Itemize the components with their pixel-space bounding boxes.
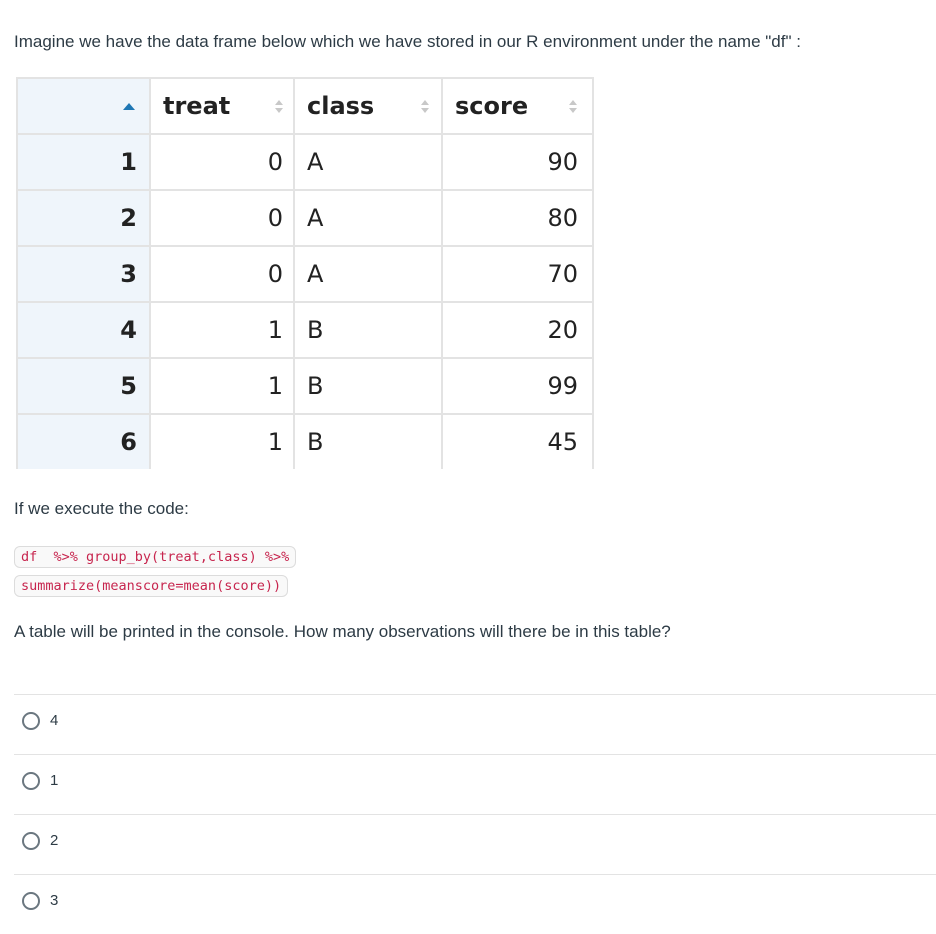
data-frame-table xyxy=(16,77,594,469)
answer-option[interactable] xyxy=(14,694,936,754)
row-index: 5 xyxy=(17,358,150,414)
cell-class: B xyxy=(294,414,442,469)
cell-score: 90 xyxy=(442,134,593,190)
sort-toggle-icon[interactable] xyxy=(273,96,285,116)
answer-label: 1 xyxy=(50,772,59,789)
row-index: 6 xyxy=(17,414,150,469)
table-row xyxy=(17,358,593,414)
answer-option[interactable] xyxy=(14,814,936,874)
table-row xyxy=(17,302,593,358)
table-row xyxy=(17,414,593,469)
table-row xyxy=(17,190,593,246)
cell-class: A xyxy=(294,134,442,190)
table-row xyxy=(17,134,593,190)
cell-score: 45 xyxy=(442,414,593,469)
column-header-treat-label: treat xyxy=(163,92,231,120)
cell-score: 99 xyxy=(442,358,593,414)
cell-treat: 1 xyxy=(150,414,294,469)
sort-asc-icon[interactable] xyxy=(122,96,134,116)
sort-toggle-icon[interactable] xyxy=(567,96,579,116)
column-header-class-label: class xyxy=(307,92,375,120)
table-header-row xyxy=(17,78,593,134)
row-index: 3 xyxy=(17,246,150,302)
answer-label: 3 xyxy=(50,892,59,909)
answer-list xyxy=(14,694,936,934)
cell-treat: 0 xyxy=(150,190,294,246)
cell-treat: 1 xyxy=(150,358,294,414)
row-index: 2 xyxy=(17,190,150,246)
intro-text: Imagine we have the data frame below which we have stored in our R environment under the name "df" : xyxy=(14,32,801,51)
cell-class: B xyxy=(294,302,442,358)
sort-toggle-icon[interactable] xyxy=(419,96,431,116)
radio-button[interactable] xyxy=(22,832,40,850)
execute-label: If we execute the code: xyxy=(14,499,189,518)
cell-class: B xyxy=(294,358,442,414)
table-row xyxy=(17,246,593,302)
cell-treat: 0 xyxy=(150,246,294,302)
column-header-score[interactable] xyxy=(442,78,593,134)
cell-treat: 1 xyxy=(150,302,294,358)
column-header-class[interactable] xyxy=(294,78,442,134)
code-line-1: df %>% group_by(treat,class) %>% xyxy=(14,546,296,568)
row-index: 1 xyxy=(17,134,150,190)
column-header-treat[interactable] xyxy=(150,78,294,134)
answer-label: 4 xyxy=(50,712,59,729)
row-index: 4 xyxy=(17,302,150,358)
radio-button[interactable] xyxy=(22,892,40,910)
cell-score: 70 xyxy=(442,246,593,302)
answer-option[interactable] xyxy=(14,754,936,814)
answer-label: 2 xyxy=(50,832,59,849)
column-header-score-label: score xyxy=(455,92,529,120)
cell-score: 80 xyxy=(442,190,593,246)
cell-class: A xyxy=(294,190,442,246)
radio-button[interactable] xyxy=(22,772,40,790)
index-header[interactable] xyxy=(17,78,150,134)
question-text: A table will be printed in the console. How many observations will there be in this table? xyxy=(14,622,671,641)
radio-button[interactable] xyxy=(22,712,40,730)
cell-treat: 0 xyxy=(150,134,294,190)
cell-score: 20 xyxy=(442,302,593,358)
code-line-2: summarize(meanscore=mean(score)) xyxy=(14,575,288,597)
answer-option[interactable] xyxy=(14,874,936,934)
cell-class: A xyxy=(294,246,442,302)
